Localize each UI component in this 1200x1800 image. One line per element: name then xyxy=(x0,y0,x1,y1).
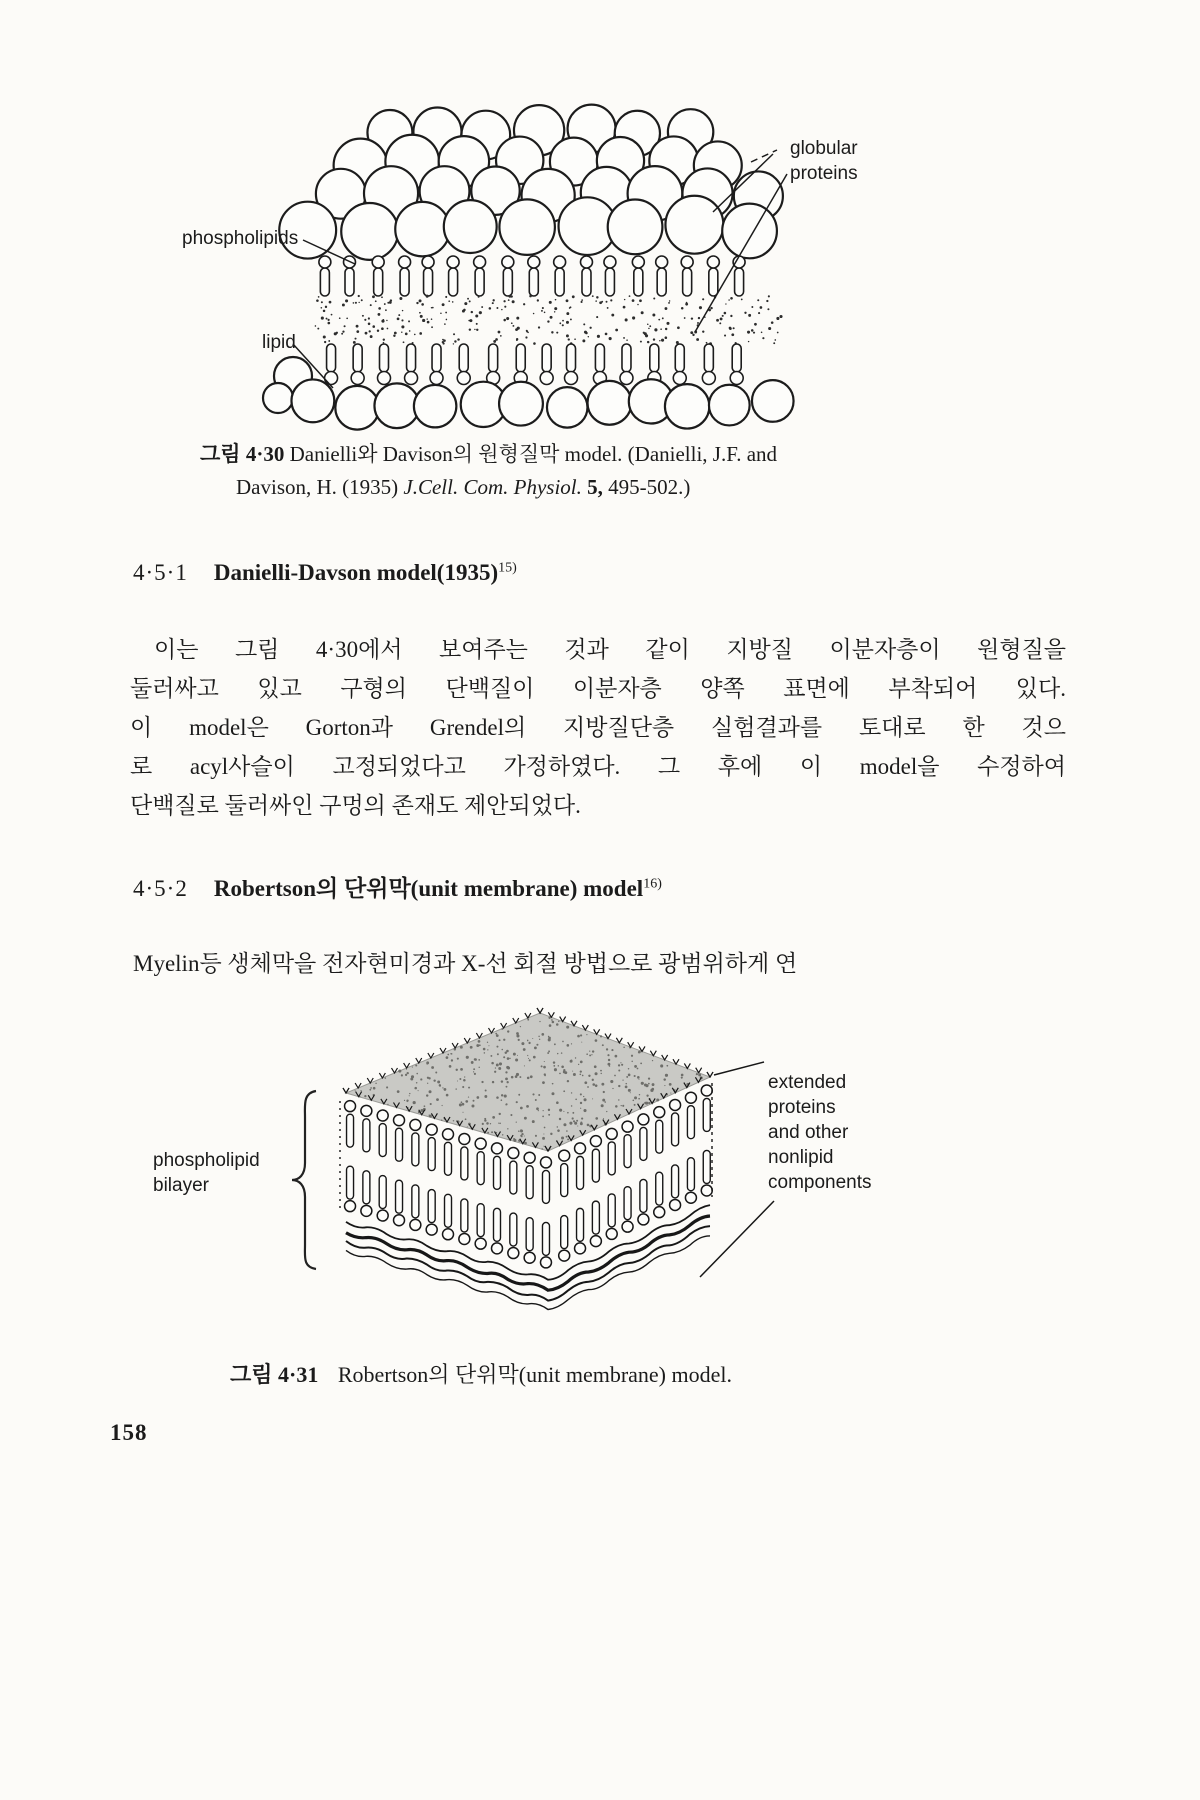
robertson-unit-membrane-illustration xyxy=(150,1005,1070,1355)
fig2-label-extended-proteins: extended proteins and other nonlipid components xyxy=(768,1072,872,1193)
body-line: 로 acyl사슬이 고정되었다고 가정하였다. 그 후에 이 model을 수정하여 xyxy=(130,754,1066,779)
fig2-caption xyxy=(230,1358,732,1389)
fig2-caption-number: 그림 4·31 xyxy=(230,1362,319,1387)
body-line: 이 model은 Gorton과 Grendel의 지방질단층 실험결과를 토대로 한 것으 xyxy=(130,715,1066,740)
fig1-caption-line2: Davison, H. (1935) J.Cell. Com. Physiol. 5, 495-502.) xyxy=(236,475,691,499)
footnote-ref-15: 15) xyxy=(498,560,517,576)
fig1-caption xyxy=(200,438,980,504)
footnote-ref-16: 16) xyxy=(643,876,662,892)
section-4-5-2-body: Myelin등 생체막을 전자현미경과 X-선 회절 방법으로 광범위하게 연 xyxy=(133,951,798,976)
fig2-label-phospholipid-bilayer: phospholipid bilayer xyxy=(153,1150,260,1196)
body-line: 이는 그림 4·30에서 보여주는 것과 같이 지방질 이분자층이 원형질을 xyxy=(154,637,1066,662)
fig1-caption-line1 xyxy=(200,438,980,471)
fig2-caption-text: Robertson의 단위막(unit membrane) model. xyxy=(337,1362,733,1387)
journal-name: J.Cell. Com. Physiol. xyxy=(403,475,582,499)
section-heading-4-5-1: 4·5·1 Danielli-Davson $model(1935)^{15)}$ xyxy=(133,560,517,585)
body-line: 둘러싸고 있고 구형의 단백질이 이분자층 양쪽 표면에 부착되어 있다. xyxy=(130,676,1066,701)
section-heading-4-5-2: 4·5·2 Robertson의 단위막(unit membrane) model$^{16)}$ xyxy=(133,876,662,901)
fig1-label-phospholipids: phospholipids xyxy=(182,228,299,249)
page-number: 158 xyxy=(110,1420,148,1445)
fig1-label-globular-proteins: globular proteins xyxy=(790,138,858,184)
fig1-label-lipid: lipid xyxy=(262,332,296,353)
fig1-caption-number: 그림 4·30 xyxy=(200,442,285,466)
fig1-caption-text: Danielli와 Davison의 원형질막 model. (Danielli, J.F. and xyxy=(289,442,778,466)
figure-4-31 xyxy=(150,1005,1070,1355)
section-4-5-1-body xyxy=(130,630,1066,825)
body-line: 단백질로 둘러싸인 구멍의 존재도 제안되었다. xyxy=(130,793,581,818)
